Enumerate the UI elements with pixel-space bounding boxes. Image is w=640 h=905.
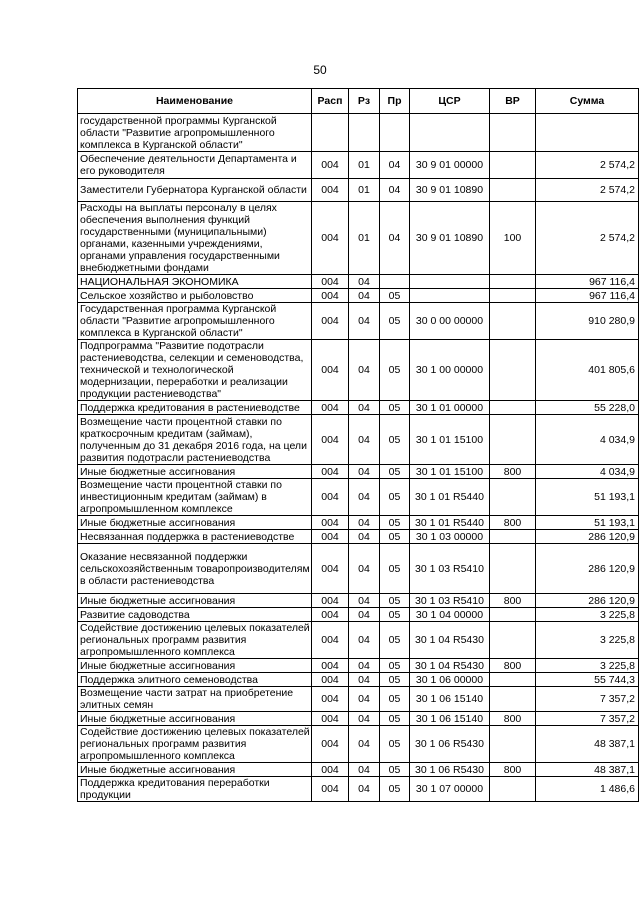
table-row <box>78 594 639 608</box>
cell-vr: 800 <box>490 465 536 479</box>
cell-csr: 30 1 01 00000 <box>410 401 490 415</box>
cell-rasp: 004 <box>312 544 349 594</box>
cell-csr: 30 1 06 15140 <box>410 712 490 726</box>
cell-pr: 04 <box>380 152 410 179</box>
cell-pr <box>380 114 410 152</box>
cell-name: Расходы на выплаты персоналу в целях обеспечения выполнения функций государственными (муниципальными) органами, казенными учреждениями, органами управления государственными внебюджетными фондами <box>78 202 312 275</box>
cell-sum: 4 034,9 <box>536 465 639 479</box>
cell-rasp: 004 <box>312 516 349 530</box>
cell-sum: 2 574,2 <box>536 179 639 202</box>
cell-vr <box>490 114 536 152</box>
cell-name: Обеспечение деятельности Департамента и его руководителя <box>78 152 312 179</box>
table-row <box>78 726 639 763</box>
cell-csr: 30 1 03 R5410 <box>410 594 490 608</box>
cell-pr: 05 <box>380 544 410 594</box>
cell-sum: 7 357,2 <box>536 687 639 712</box>
table-row <box>78 659 639 673</box>
cell-pr: 04 <box>380 179 410 202</box>
cell-rz: 04 <box>349 687 380 712</box>
cell-sum: 3 225,8 <box>536 622 639 659</box>
cell-rasp: 004 <box>312 401 349 415</box>
cell-csr: 30 1 01 R5440 <box>410 479 490 516</box>
cell-rasp: 004 <box>312 179 349 202</box>
cell-sum: 3 225,8 <box>536 608 639 622</box>
cell-rasp: 004 <box>312 687 349 712</box>
cell-vr <box>490 152 536 179</box>
cell-sum: 7 357,2 <box>536 712 639 726</box>
table-row <box>78 114 639 152</box>
cell-pr: 05 <box>380 479 410 516</box>
cell-vr <box>490 673 536 687</box>
cell-rasp: 004 <box>312 152 349 179</box>
cell-csr: 30 9 01 10890 <box>410 202 490 275</box>
cell-vr <box>490 289 536 303</box>
cell-name: Возмещение части процентной ставки по краткосрочным кредитам (займам), полученным до 31 декабря 2016 года, на цели развития подотрасли растениеводства <box>78 415 312 465</box>
table-row <box>78 530 639 544</box>
cell-name: Содействие достижению целевых показателей региональных программ развития агропромышленного комплекса <box>78 726 312 763</box>
cell-vr: 800 <box>490 594 536 608</box>
cell-vr <box>490 401 536 415</box>
cell-name: Иные бюджетные ассигнования <box>78 516 312 530</box>
cell-rasp: 004 <box>312 303 349 340</box>
cell-rz: 01 <box>349 179 380 202</box>
cell-rasp: 004 <box>312 479 349 516</box>
cell-pr: 05 <box>380 594 410 608</box>
cell-rz: 04 <box>349 415 380 465</box>
cell-pr: 05 <box>380 465 410 479</box>
cell-pr: 05 <box>380 673 410 687</box>
cell-csr: 30 1 04 00000 <box>410 608 490 622</box>
cell-rasp <box>312 114 349 152</box>
cell-vr <box>490 275 536 289</box>
cell-rasp: 004 <box>312 530 349 544</box>
cell-csr: 30 9 01 10890 <box>410 179 490 202</box>
header-sum: Сумма <box>536 89 639 114</box>
cell-vr: 800 <box>490 763 536 777</box>
header-pr: Пр <box>380 89 410 114</box>
page-number: 50 <box>313 63 327 77</box>
cell-rz: 04 <box>349 465 380 479</box>
table-row <box>78 516 639 530</box>
cell-rz: 04 <box>349 516 380 530</box>
cell-pr: 05 <box>380 516 410 530</box>
cell-csr: 30 1 04 R5430 <box>410 622 490 659</box>
cell-rasp: 004 <box>312 340 349 401</box>
cell-rasp: 004 <box>312 763 349 777</box>
cell-name: Заместители Губернатора Курганской области <box>78 179 312 202</box>
cell-csr <box>410 114 490 152</box>
cell-vr: 800 <box>490 516 536 530</box>
cell-sum: 1 486,6 <box>536 777 639 802</box>
cell-csr: 30 1 03 00000 <box>410 530 490 544</box>
cell-name: Возмещение части процентной ставки по инвестиционным кредитам (займам) в агропромышленном комплексе <box>78 479 312 516</box>
cell-sum: 55 744,3 <box>536 673 639 687</box>
table-row <box>78 712 639 726</box>
table-row <box>78 179 639 202</box>
cell-vr <box>490 622 536 659</box>
table-row <box>78 673 639 687</box>
cell-sum: 2 574,2 <box>536 152 639 179</box>
cell-pr: 05 <box>380 712 410 726</box>
cell-name: Поддержка элитного семеноводства <box>78 673 312 687</box>
cell-rasp: 004 <box>312 726 349 763</box>
cell-pr: 05 <box>380 726 410 763</box>
cell-csr: 30 1 06 R5430 <box>410 726 490 763</box>
cell-pr: 05 <box>380 415 410 465</box>
cell-rz: 04 <box>349 530 380 544</box>
cell-name: Государственная программа Курганской области "Развитие агропромышленного комплекса в Курганской области" <box>78 303 312 340</box>
cell-sum <box>536 114 639 152</box>
budget-table <box>77 88 639 802</box>
cell-vr <box>490 479 536 516</box>
cell-rasp: 004 <box>312 594 349 608</box>
cell-pr: 05 <box>380 340 410 401</box>
cell-sum: 401 805,6 <box>536 340 639 401</box>
cell-pr: 05 <box>380 687 410 712</box>
cell-pr: 05 <box>380 622 410 659</box>
cell-pr: 05 <box>380 608 410 622</box>
table-row <box>78 465 639 479</box>
cell-pr: 05 <box>380 763 410 777</box>
cell-rz: 04 <box>349 673 380 687</box>
cell-vr: 800 <box>490 712 536 726</box>
cell-rz: 04 <box>349 340 380 401</box>
cell-rz: 01 <box>349 152 380 179</box>
cell-rasp: 004 <box>312 622 349 659</box>
cell-csr: 30 1 00 00000 <box>410 340 490 401</box>
cell-rz: 04 <box>349 594 380 608</box>
table-row <box>78 289 639 303</box>
cell-name: Иные бюджетные ассигнования <box>78 659 312 673</box>
table-row <box>78 415 639 465</box>
cell-name: Оказание несвязанной поддержки сельскохозяйственным товаропроизводителям в области растениеводства <box>78 544 312 594</box>
cell-pr: 05 <box>380 401 410 415</box>
cell-sum: 48 387,1 <box>536 726 639 763</box>
table-row <box>78 687 639 712</box>
table-row <box>78 479 639 516</box>
cell-vr <box>490 530 536 544</box>
cell-name: Иные бюджетные ассигнования <box>78 712 312 726</box>
cell-vr <box>490 179 536 202</box>
header-vr: ВР <box>490 89 536 114</box>
cell-rz: 04 <box>349 479 380 516</box>
table-row <box>78 763 639 777</box>
cell-name: Поддержка кредитования переработки продукции <box>78 777 312 802</box>
cell-rasp: 004 <box>312 659 349 673</box>
cell-pr: 05 <box>380 659 410 673</box>
header-rasp: Расп <box>312 89 349 114</box>
cell-rz: 04 <box>349 401 380 415</box>
cell-rz: 04 <box>349 763 380 777</box>
cell-rz: 04 <box>349 726 380 763</box>
cell-rz: 04 <box>349 712 380 726</box>
cell-rz: 04 <box>349 303 380 340</box>
cell-rz: 04 <box>349 544 380 594</box>
table-row <box>78 202 639 275</box>
header-name: Наименование <box>78 89 312 114</box>
cell-csr: 30 1 01 15100 <box>410 465 490 479</box>
cell-csr: 30 1 06 00000 <box>410 673 490 687</box>
cell-vr <box>490 687 536 712</box>
cell-name: Несвязанная поддержка в растениеводстве <box>78 530 312 544</box>
cell-vr <box>490 608 536 622</box>
cell-name: Подпрограмма "Развитие подотрасли растениеводства, селекции и семеноводства, технической и технологической модернизации, переработки и реализации продукции растениеводства" <box>78 340 312 401</box>
cell-rasp: 004 <box>312 608 349 622</box>
header-csr: ЦСР <box>410 89 490 114</box>
cell-sum: 2 574,2 <box>536 202 639 275</box>
cell-rasp: 004 <box>312 289 349 303</box>
cell-rz: 04 <box>349 289 380 303</box>
cell-sum: 286 120,9 <box>536 594 639 608</box>
cell-name: Содействие достижению целевых показателей региональных программ развития агропромышленного комплекса <box>78 622 312 659</box>
cell-rasp: 004 <box>312 712 349 726</box>
cell-pr: 05 <box>380 289 410 303</box>
cell-rasp: 004 <box>312 415 349 465</box>
cell-rz: 04 <box>349 608 380 622</box>
cell-sum: 967 116,4 <box>536 289 639 303</box>
cell-csr: 30 1 07 00000 <box>410 777 490 802</box>
cell-rasp: 004 <box>312 275 349 289</box>
cell-rasp: 004 <box>312 202 349 275</box>
table-row <box>78 303 639 340</box>
table-row <box>78 608 639 622</box>
cell-sum: 286 120,9 <box>536 544 639 594</box>
table-body <box>78 114 639 802</box>
cell-pr: 05 <box>380 777 410 802</box>
cell-name: государственной программы Курганской области "Развитие агропромышленного комплекса в Курганской области" <box>78 114 312 152</box>
cell-sum: 3 225,8 <box>536 659 639 673</box>
cell-sum: 4 034,9 <box>536 415 639 465</box>
cell-rasp: 004 <box>312 465 349 479</box>
cell-name: Иные бюджетные ассигнования <box>78 465 312 479</box>
table-row <box>78 777 639 802</box>
cell-sum: 967 116,4 <box>536 275 639 289</box>
cell-vr <box>490 415 536 465</box>
cell-vr <box>490 777 536 802</box>
table-row <box>78 152 639 179</box>
cell-name: Возмещение части затрат на приобретение элитных семян <box>78 687 312 712</box>
cell-csr: 30 9 01 00000 <box>410 152 490 179</box>
cell-rz: 04 <box>349 622 380 659</box>
cell-sum: 286 120,9 <box>536 530 639 544</box>
table-header-row <box>78 89 639 114</box>
cell-sum: 51 193,1 <box>536 479 639 516</box>
cell-name: Развитие садоводства <box>78 608 312 622</box>
table-row <box>78 401 639 415</box>
table-row <box>78 544 639 594</box>
cell-sum: 910 280,9 <box>536 303 639 340</box>
cell-csr: 30 1 01 R5440 <box>410 516 490 530</box>
cell-name: Иные бюджетные ассигнования <box>78 763 312 777</box>
cell-pr: 05 <box>380 303 410 340</box>
table-row <box>78 622 639 659</box>
cell-sum: 48 387,1 <box>536 763 639 777</box>
cell-rasp: 004 <box>312 673 349 687</box>
table-row <box>78 340 639 401</box>
cell-pr: 04 <box>380 202 410 275</box>
cell-pr: 05 <box>380 530 410 544</box>
cell-vr: 800 <box>490 659 536 673</box>
cell-rz: 01 <box>349 202 380 275</box>
cell-csr: 30 1 06 R5430 <box>410 763 490 777</box>
cell-rz: 04 <box>349 777 380 802</box>
cell-vr <box>490 544 536 594</box>
cell-pr <box>380 275 410 289</box>
cell-name: Иные бюджетные ассигнования <box>78 594 312 608</box>
cell-csr <box>410 275 490 289</box>
cell-csr <box>410 289 490 303</box>
cell-name: Поддержка кредитования в растениеводстве <box>78 401 312 415</box>
cell-name: Сельское хозяйство и рыболовство <box>78 289 312 303</box>
cell-vr <box>490 726 536 763</box>
cell-name: НАЦИОНАЛЬНАЯ ЭКОНОМИКА <box>78 275 312 289</box>
cell-sum: 55 228,0 <box>536 401 639 415</box>
table-row <box>78 275 639 289</box>
cell-rz: 04 <box>349 659 380 673</box>
cell-csr: 30 1 01 15100 <box>410 415 490 465</box>
cell-vr: 100 <box>490 202 536 275</box>
cell-rz <box>349 114 380 152</box>
cell-sum: 51 193,1 <box>536 516 639 530</box>
cell-rz: 04 <box>349 275 380 289</box>
cell-csr: 30 1 04 R5430 <box>410 659 490 673</box>
cell-vr <box>490 340 536 401</box>
header-rz: Рз <box>349 89 380 114</box>
cell-csr: 30 1 06 15140 <box>410 687 490 712</box>
cell-csr: 30 0 00 00000 <box>410 303 490 340</box>
cell-vr <box>490 303 536 340</box>
cell-csr: 30 1 03 R5410 <box>410 544 490 594</box>
cell-rasp: 004 <box>312 777 349 802</box>
